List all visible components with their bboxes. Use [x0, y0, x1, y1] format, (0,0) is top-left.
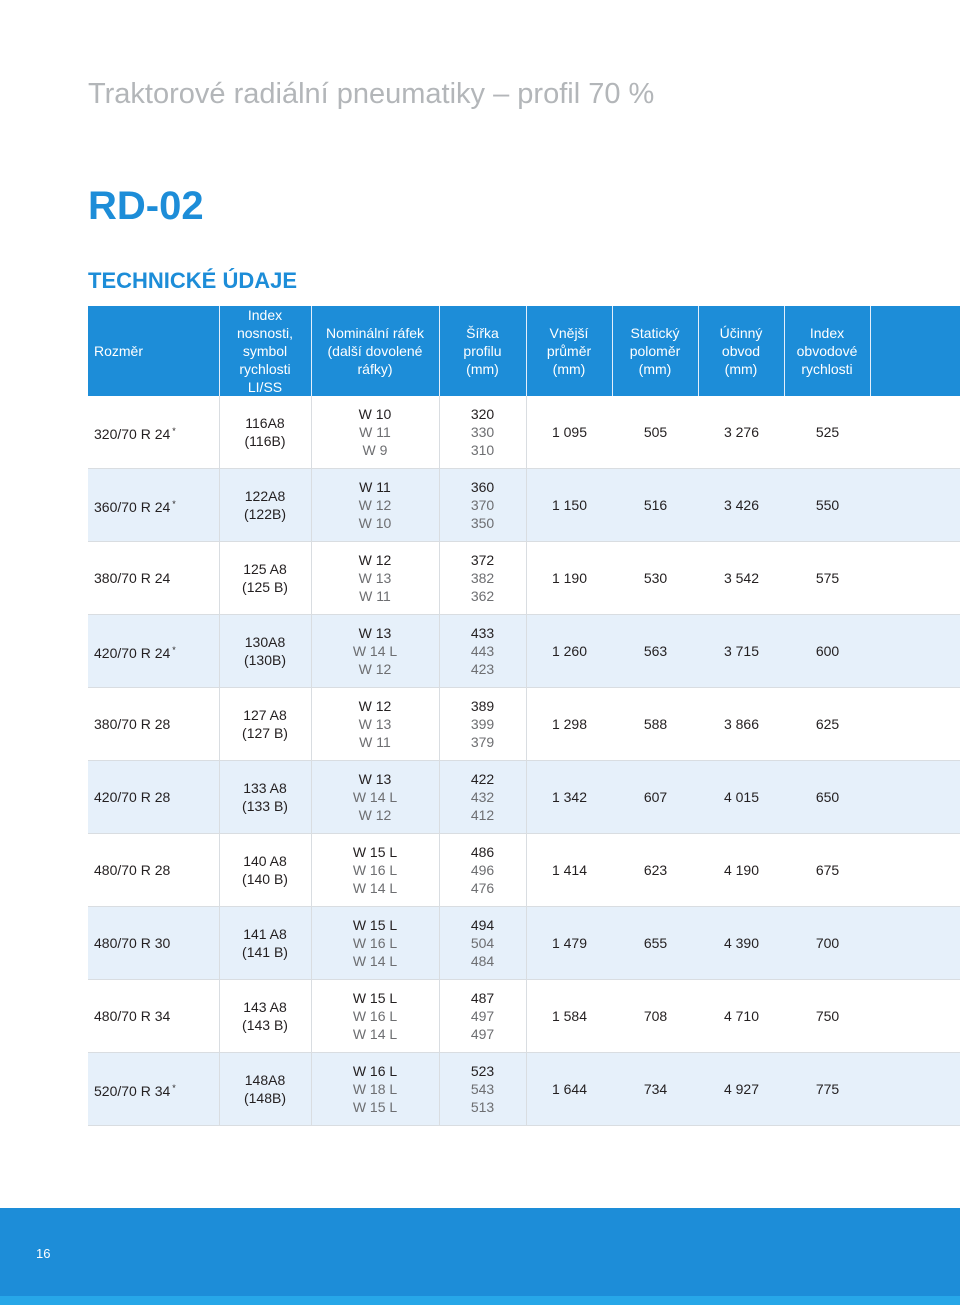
cell-rim	[311, 396, 439, 469]
cell-width-line: 432	[470, 789, 495, 805]
footer-accent-line	[0, 1296, 960, 1305]
cell-load-index	[219, 1053, 311, 1126]
cell-rim-line: W 12	[358, 807, 392, 823]
cell-width-line: 360	[470, 479, 495, 495]
value-diameter: 1 190	[551, 570, 588, 586]
cell-rim	[311, 834, 439, 907]
cell-rim	[311, 761, 439, 834]
cell-width-line: 370	[470, 497, 495, 513]
page-heading: Traktorové radiální pneumatiky – profil 70 %	[88, 78, 655, 110]
table-row	[88, 1053, 960, 1126]
cell-load-index-line: (140 B)	[242, 871, 288, 887]
size-text: 380/70 R 24	[94, 570, 171, 586]
value-ci-index: 525	[815, 424, 840, 440]
cell-load-index-line: 127 A8	[243, 707, 287, 723]
table-row	[88, 688, 960, 761]
cell-width-line: 523	[470, 1063, 495, 1079]
cell-width	[439, 980, 526, 1053]
cell-load-index-line: (141 B)	[242, 944, 288, 960]
table-header-row	[88, 306, 960, 396]
value-static-radius: 530	[643, 570, 668, 586]
table-row	[88, 980, 960, 1053]
header-load-index	[219, 306, 311, 396]
cell-dimensions	[526, 469, 960, 542]
cell-size	[88, 834, 219, 907]
value-ci-index: 625	[815, 716, 840, 732]
cell-rim	[311, 469, 439, 542]
size-text: 480/70 R 34	[94, 1008, 171, 1024]
cell-width-line: 423	[470, 661, 495, 677]
cell-width-line: 350	[470, 515, 495, 531]
header-line: rychlosti	[801, 361, 853, 377]
cell-width	[439, 469, 526, 542]
value-diameter: 1 414	[551, 862, 588, 878]
cell-dimensions	[526, 834, 960, 907]
value-diameter: 1 342	[551, 789, 588, 805]
header-line: (mm)	[724, 361, 758, 377]
cell-load-index-line: 133 A8	[243, 780, 287, 796]
header-ci-index	[784, 306, 870, 396]
cell-width	[439, 761, 526, 834]
cell-load-index-line: (130B)	[243, 652, 287, 668]
header-line: nosnosti,	[236, 325, 294, 341]
table-row	[88, 469, 960, 542]
header-diameter	[526, 306, 612, 396]
value-circumference: 3 276	[723, 424, 760, 440]
header-line: (mm)	[638, 361, 672, 377]
header-filler	[870, 306, 960, 396]
value-circumference: 4 190	[723, 862, 760, 878]
cell-rim-line: W 13	[358, 771, 392, 787]
cell-width-line: 382	[470, 570, 495, 586]
cell-rim-line: W 13	[358, 716, 392, 732]
cell-dimensions	[526, 688, 960, 761]
header-circumference	[698, 306, 784, 396]
header-line: poloměr	[629, 343, 681, 359]
value-circumference: 4 015	[723, 789, 760, 805]
value-ci-index: 650	[815, 789, 840, 805]
header-line: obvod	[721, 343, 761, 359]
cell-width-line: 310	[470, 442, 495, 458]
cell-rim-line: W 12	[358, 661, 392, 677]
value-diameter: 1 095	[551, 424, 588, 440]
header-line: (další dovolené	[327, 343, 423, 359]
star-marker: *	[172, 644, 176, 655]
cell-size	[88, 396, 219, 469]
cell-width-line: 494	[470, 917, 495, 933]
cell-load-index-line: 141 A8	[243, 926, 287, 942]
header-line: Účinný	[719, 325, 763, 341]
value-diameter: 1 150	[551, 497, 588, 513]
cell-size	[88, 469, 219, 542]
header-line: rychlosti	[239, 361, 291, 377]
value-static-radius: 655	[643, 935, 668, 951]
cell-width	[439, 396, 526, 469]
value-ci-index: 700	[815, 935, 840, 951]
cell-rim	[311, 615, 439, 688]
cell-width-line: 362	[470, 588, 495, 604]
cell-load-index-line: (116B)	[244, 433, 286, 449]
table-row	[88, 834, 960, 907]
value-ci-index: 550	[815, 497, 840, 513]
cell-width-line: 412	[470, 807, 495, 823]
cell-rim-line: W 16 L	[352, 935, 398, 951]
value-static-radius: 588	[643, 716, 668, 732]
table-row	[88, 761, 960, 834]
cell-load-index	[219, 834, 311, 907]
header-line: Šířka	[466, 325, 499, 341]
value-circumference: 3 542	[723, 570, 760, 586]
cell-load-index-line: 143 A8	[243, 999, 287, 1015]
cell-dimensions	[526, 615, 960, 688]
cell-rim	[311, 1053, 439, 1126]
cell-load-index-line: (148B)	[243, 1090, 287, 1106]
cell-width-line: 372	[470, 552, 495, 568]
cell-width-line: 543	[470, 1081, 495, 1097]
cell-load-index-line: 125 A8	[243, 561, 287, 577]
header-line: Nominální ráfek	[325, 325, 425, 341]
cell-rim-line: W 11	[359, 734, 391, 750]
header-line: LI/SS	[247, 379, 283, 395]
header-line: Rozměr	[94, 343, 144, 359]
cell-rim-line: W 12	[358, 552, 392, 568]
cell-width-line: 497	[470, 1026, 495, 1042]
cell-width-line: 443	[470, 643, 495, 659]
cell-size	[88, 761, 219, 834]
value-diameter: 1 260	[551, 643, 588, 659]
cell-dimensions	[526, 1053, 960, 1126]
cell-width	[439, 615, 526, 688]
cell-size	[88, 688, 219, 761]
cell-rim-line: W 14 L	[352, 1026, 398, 1042]
size-text: 380/70 R 28	[94, 716, 171, 732]
header-line: Statický	[630, 325, 680, 341]
cell-load-index-line: 140 A8	[243, 853, 287, 869]
header-size	[88, 306, 219, 396]
cell-rim-line: W 10	[358, 406, 392, 422]
cell-rim-line: W 11	[359, 588, 391, 604]
size-text: 320/70 R 24	[94, 425, 171, 442]
cell-width	[439, 1053, 526, 1126]
cell-width-line: 422	[470, 771, 495, 787]
star-marker: *	[172, 1082, 176, 1093]
value-diameter: 1 584	[551, 1008, 588, 1024]
size-text: 520/70 R 34	[94, 1082, 171, 1099]
header-rim	[311, 306, 439, 396]
section-title: TECHNICKÉ ÚDAJE	[88, 268, 298, 293]
cell-width-line: 484	[470, 953, 495, 969]
cell-size	[88, 542, 219, 615]
cell-width-line: 504	[470, 935, 495, 951]
value-circumference: 3 866	[723, 716, 760, 732]
header-line: profilu	[463, 343, 502, 359]
cell-rim-line: W 14 L	[352, 880, 398, 896]
header-line: ráfky)	[357, 361, 393, 377]
size-text: 420/70 R 28	[94, 789, 171, 805]
cell-load-index-line: (125 B)	[242, 579, 288, 595]
cell-load-index-line: (133 B)	[242, 798, 288, 814]
cell-size	[88, 980, 219, 1053]
technical-data-table	[88, 306, 960, 1126]
cell-load-index	[219, 907, 311, 980]
size-text: 360/70 R 24	[94, 498, 171, 515]
value-diameter: 1 298	[551, 716, 588, 732]
cell-load-index	[219, 469, 311, 542]
cell-width-line: 379	[470, 734, 495, 750]
cell-rim-line: W 15 L	[352, 917, 398, 933]
cell-width	[439, 907, 526, 980]
cell-size	[88, 615, 219, 688]
header-line: Vnější	[549, 325, 589, 341]
value-circumference: 4 390	[723, 935, 760, 951]
cell-rim-line: W 11	[359, 479, 391, 495]
cell-load-index-line: (127 B)	[242, 725, 288, 741]
cell-rim-line: W 14 L	[352, 953, 398, 969]
cell-width-line: 486	[470, 844, 495, 860]
cell-load-index	[219, 688, 311, 761]
cell-width-line: 496	[470, 862, 495, 878]
cell-rim-line: W 16 L	[352, 1008, 398, 1024]
cell-rim-line: W 16 L	[352, 862, 398, 878]
cell-width-line: 497	[470, 1008, 495, 1024]
cell-width-line: 487	[470, 990, 495, 1006]
value-ci-index: 750	[815, 1008, 840, 1024]
cell-rim-line: W 11	[359, 424, 391, 440]
cell-load-index-line: (122B)	[243, 506, 287, 522]
header-line: symbol	[242, 343, 288, 359]
header-line: průměr	[546, 343, 592, 359]
header-static-radius	[612, 306, 698, 396]
value-diameter: 1 644	[551, 1081, 588, 1097]
cell-rim-line: W 18 L	[352, 1081, 398, 1097]
cell-width-line: 433	[470, 625, 495, 641]
table-body	[88, 396, 960, 1126]
value-ci-index: 675	[815, 862, 840, 878]
value-ci-index: 600	[815, 643, 840, 659]
value-circumference: 4 927	[723, 1081, 760, 1097]
cell-load-index	[219, 396, 311, 469]
cell-load-index	[219, 542, 311, 615]
value-static-radius: 734	[643, 1081, 668, 1097]
table-row	[88, 396, 960, 469]
value-static-radius: 607	[643, 789, 668, 805]
cell-rim-line: W 16 L	[352, 1063, 398, 1079]
cell-width-line: 330	[470, 424, 495, 440]
cell-rim-line: W 10	[358, 515, 392, 531]
model-title: RD-02	[88, 184, 204, 228]
size-text: 480/70 R 30	[94, 935, 171, 951]
value-diameter: 1 479	[551, 935, 588, 951]
value-static-radius: 505	[643, 424, 668, 440]
cell-width	[439, 688, 526, 761]
value-static-radius: 708	[643, 1008, 668, 1024]
cell-rim-line: W 12	[358, 497, 392, 513]
star-marker: *	[172, 498, 176, 509]
value-circumference: 4 710	[723, 1008, 760, 1024]
cell-load-index	[219, 615, 311, 688]
value-static-radius: 623	[643, 862, 668, 878]
table-row	[88, 615, 960, 688]
header-line: obvodové	[796, 343, 858, 359]
cell-rim-line: W 13	[358, 625, 392, 641]
cell-rim-line: W 14 L	[352, 789, 398, 805]
cell-width-line: 399	[470, 716, 495, 732]
star-marker: *	[172, 425, 176, 436]
value-ci-index: 775	[815, 1081, 840, 1097]
cell-load-index-line: 122A8	[244, 488, 286, 504]
cell-rim	[311, 542, 439, 615]
value-static-radius: 563	[643, 643, 668, 659]
header-line: (mm)	[466, 361, 499, 377]
cell-width	[439, 834, 526, 907]
cell-width	[439, 542, 526, 615]
cell-width-line: 389	[470, 698, 495, 714]
cell-rim-line: W 15 L	[352, 844, 398, 860]
footer-band	[0, 1208, 960, 1305]
header-line: Index	[809, 325, 845, 341]
value-circumference: 3 426	[723, 497, 760, 513]
cell-rim-line: W 13	[358, 570, 392, 586]
size-text: 480/70 R 28	[94, 862, 171, 878]
cell-load-index-line: 130A8	[244, 634, 286, 650]
cell-size	[88, 907, 219, 980]
header-width	[439, 306, 526, 396]
cell-dimensions	[526, 761, 960, 834]
value-circumference: 3 715	[723, 643, 760, 659]
cell-dimensions	[526, 980, 960, 1053]
size-text: 420/70 R 24	[94, 644, 171, 661]
cell-load-index-line: 148A8	[244, 1072, 286, 1088]
cell-load-index-line: (143 B)	[242, 1017, 288, 1033]
table-row	[88, 907, 960, 980]
cell-rim-line: W 12	[358, 698, 392, 714]
value-static-radius: 516	[643, 497, 668, 513]
cell-rim	[311, 688, 439, 761]
cell-size	[88, 1053, 219, 1126]
cell-width-line: 476	[470, 880, 495, 896]
cell-load-index-line: 116A8	[245, 415, 285, 431]
cell-dimensions	[526, 907, 960, 980]
header-line: (mm)	[552, 361, 586, 377]
cell-dimensions	[526, 396, 960, 469]
cell-rim	[311, 980, 439, 1053]
cell-rim	[311, 907, 439, 980]
cell-rim-line: W 14 L	[352, 643, 398, 659]
cell-width-line: 513	[470, 1099, 495, 1115]
cell-width-line: 320	[470, 406, 495, 422]
cell-rim-line: W 9	[362, 442, 388, 458]
cell-dimensions	[526, 542, 960, 615]
header-line: Index	[247, 307, 283, 323]
table-row	[88, 542, 960, 615]
page-number: 16	[36, 1246, 51, 1261]
cell-rim-line: W 15 L	[352, 1099, 398, 1115]
cell-load-index	[219, 980, 311, 1053]
cell-rim-line: W 15 L	[352, 990, 398, 1006]
value-ci-index: 575	[815, 570, 840, 586]
cell-load-index	[219, 761, 311, 834]
